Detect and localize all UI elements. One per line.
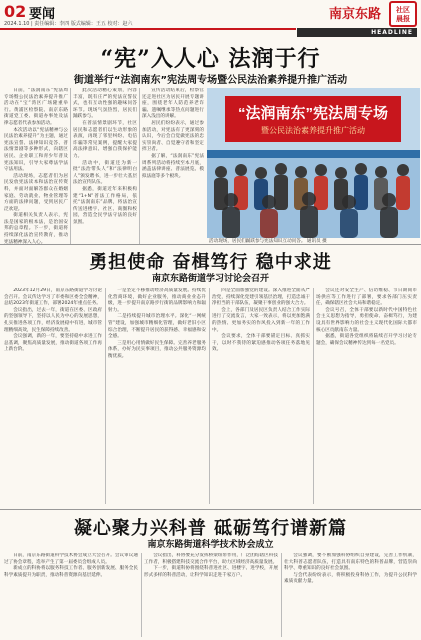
- column-divider: [105, 288, 106, 504]
- photo-banner-subtext: 暨公民法治素养提升推广活动: [261, 126, 365, 135]
- masthead: [0, 0, 421, 30]
- article1-col2-para: 活动中，街道还为新一批“法治带头人”和“法律明白人”颁发聘书，进一步壮大基层法治宣传队伍。: [73, 160, 137, 186]
- article2-col1: [4, 288, 102, 504]
- header-rule: [0, 28, 296, 30]
- article1-col2-para: 在普法情景剧环节，社区居民和志愿者们以生动形象的表演，再现了邻里纠纷、电信诈骗等常见案例，提醒大家提高法律意识、增强自我保护能力。: [73, 120, 137, 159]
- article2-col2-para: 三是用心用情做好民生保障。完善养老服务体系，办好为民实事项目，推动公共服务资源均衡优质。: [108, 340, 206, 359]
- article2-subtitle: 南京东路街道学习讨论会召开: [151, 274, 269, 284]
- seal-line2: 晨报: [396, 15, 410, 23]
- article2-title: 勇担使命 奋楫笃行 稳中求进: [89, 252, 332, 273]
- event-photo: [207, 88, 420, 238]
- article1-col1-para: 街道相关负责人表示，宪法是国家的根本法，是治国安邦的总章程。下一步，街道将持续深化法治宣传教育，推动宪法精神深入人心。: [4, 213, 68, 244]
- article3-col2: [144, 553, 278, 637]
- section-divider: [0, 244, 421, 245]
- article2-col2-para: 一是坚定不移推动经济高质量发展。持续优化营商环境，做好企业服务，推动商业业态升级，进一步提升南京路步行街的品牌影响力和辐射力。: [108, 288, 206, 313]
- article3-col2-para: 会议指出，科协要充分发挥桥梁纽带作用，广泛团结辖区科技工作者，积极搭建科技交流合作平台，助力区域经济高质量发展。: [144, 553, 278, 565]
- article2-col1-para: 会议强调，新的一年，要坚持稳中求进工作总基调，聚焦高质量发展，推动街道各项工作再上新台阶。: [4, 334, 102, 353]
- edition-info: 2024.1.10 | 责任编辑：李四 版式编辑：王五 校对：赵六: [4, 21, 133, 27]
- article2-col2-para: 二是持续提升城市治理水平。深化“一网统管”建设，加强城市精细化管理，做好老旧小区综合治理，不断提升居民的获得感、幸福感和安全感。: [108, 314, 206, 340]
- article2-col3-para: 会上，各部门及居民区负责人结合工作实际进行了交流发言，大家一致表示，将以更加饱满的热情、更加务实的作风投入到新一年的工作中。: [212, 307, 310, 333]
- article1-col2: [73, 88, 137, 244]
- photo-caption: 活动现场，居民们踊跃参与宪法知识互动问答。 通讯员 摄: [209, 239, 327, 244]
- article1-col3: [142, 88, 204, 244]
- article3-title: 凝心聚力兴科普 砥砺笃行谱新篇: [73, 518, 348, 539]
- article1-col2-para: 此次活动精心策划，内容丰富，既有庄严的宪法宣誓仪式，也有互动性强的趣味问答环节。现场气氛热烈，居民们踊跃参与。: [73, 88, 137, 120]
- article1-col1-para: 活动现场，志愿者们为居民发放宪法读本和法治宣传资料，并面对面解答群众在婚姻家庭、劳动就业、物业管理等方面的法律问题，受到居民广泛欢迎。: [4, 173, 68, 212]
- article3-subtitle: 南京东路街道科学技术协会成立: [147, 540, 274, 550]
- event-photo-image: [207, 88, 420, 238]
- article2-col3-para: 四是全面加强党的建设。深入推进全面从严治党，持续深化党建引领基层治理，打造忠诚干净担当的干部队伍，凝聚干事创业的强大合力。: [212, 288, 310, 307]
- page-number: 02: [4, 2, 27, 21]
- section-divider: [0, 509, 421, 510]
- article1-col3-para: 宣传活动结束后，检察官还走进社区为居民开展专题讲座，围绕老年人防范养老诈骗、遗嘱继承等热点问题进行深入浅出的讲解。: [142, 88, 204, 120]
- seal-line1: 社区: [396, 6, 410, 14]
- article3-col2-para: 下一步，街道科协将围绕科普进社区、进楼宇、进学校，开展形式多样的科普活动，让科学知识走进千家万户。: [144, 566, 278, 578]
- article1-col3-para: 据了解，“法润南东”宪法周系列活动将持续至本月底，涵盖法律讲座、普法展览、模拟法庭等多个板块。: [142, 153, 204, 179]
- article1-col1-para: 日前，“法润南东”宪法周专场暨公民法治素养提升推广活动在“宝”湾区广场隆重举行。黄浦区检察院、南京东路街道党工委、街道办事处及法律志愿者代表参加活动。: [4, 88, 68, 126]
- paper-name: 南京东路: [328, 7, 381, 22]
- article3-col3-para: 与会代表纷纷表示，将积极投身科协工作，为提升公民科学素质贡献力量。: [284, 572, 417, 585]
- article1-title: “宪”入人心 法润于行: [100, 46, 321, 72]
- column-divider: [141, 553, 142, 637]
- article1-col3-para: 居民们纷纷表示，通过参加活动，对宪法有了更深刻的认识，今后会自觉做宪法的忠实崇尚者、自觉遵守者和坚定捍卫者。: [142, 120, 204, 153]
- article2-col4-para: 据悉，街道各党组织将陆续召开学习讨论专题会，确保会议精神传达到每一名党员。: [316, 334, 417, 346]
- article3-col3: [284, 553, 417, 637]
- article2-col2: [108, 288, 206, 504]
- paper-seal-logo: [389, 1, 417, 27]
- article3-col3-para: 会议强调，要不断加强科协组织自身建设，完善工作机制，壮大科普志愿者队伍，打造具有南东特色的科普品牌，营造崇尚科学、尊重知识的良好社会氛围。: [284, 553, 417, 572]
- article2-col3: [212, 288, 310, 504]
- article3-col1-para: 新成立的科协将以服务科技工作者、服务创新发展、服务全民科学素质提升为职责，推动科普资源向基层延伸。: [4, 566, 138, 578]
- column-divider: [70, 88, 71, 244]
- headline-tag: HEADLINE: [297, 28, 417, 37]
- article2-col1-para: 会议指出，过去一年，街道在区委、区政府的坚强领导下，坚持以人民为中心的发展思想，扎实推进各项工作，经济发展稳中有进，城市管理精细高效，民生保障持续改善。: [4, 307, 102, 333]
- article1-subtitle: 街道举行“法润南东”宪法周专场暨公民法治素养提升推广活动: [73, 75, 348, 86]
- article2-col4-para: 会议号召，全体干部要以新时代中国特色社会主义思想为指导，勇担使命、奋楫笃行，为建设具有世界影响力的社会主义现代化国际大都市核心区贡献南东力量。: [316, 307, 417, 333]
- section-title: 要闻: [29, 7, 56, 22]
- article2-col3-para: 会议要求，全体干部要锚定目标、真抓实干，以时不我待的紧迫感推动各项任务落地见效。: [212, 334, 310, 353]
- article1-col1: [4, 88, 68, 244]
- article1-col2-para: 据悉，街道近年来积极构建“1+N”普法工作格局，依托“法润南东”品牌，将法治宣传送进楼宇、社区、商圈和校园，营造全民学法守法的良好氛围。: [73, 186, 137, 225]
- article3-col1-para: 日前，南京东路街道科学技术协会成立大会召开。会议审议通过了协会章程，选举产生了第一届委员会组成人员。: [4, 553, 138, 565]
- column-divider: [281, 553, 282, 637]
- column-divider: [139, 88, 140, 244]
- article2-col4: [316, 288, 417, 504]
- article2-col4-para: 会议还对安全生产、信访维稳、节日期间市场供应等工作进行了部署，要求各部门压实责任，确保辖区社会大局和谐稳定。: [316, 288, 417, 307]
- photo-banner-text: “法润南东”宪法周专场: [237, 105, 389, 122]
- article2-col1-para: 2023年12月29日，南京东路街道学习讨论会召开。会议传达学习了市委和区委全会精神，总结2023年街道工作，部署2024年重点任务。: [4, 288, 102, 307]
- article3-col1: [4, 553, 138, 637]
- column-divider: [209, 288, 210, 504]
- article1-col1-para: 本次活动以“宪法精神与公民法治素养提升”为主题，通过宪法宣誓、法律知识竞答、普法情景剧等多种形式，向辖区居民、企业职工和青少年普及宪法知识，引导大家尊法学法守法用法。: [4, 127, 68, 173]
- column-divider: [313, 288, 314, 504]
